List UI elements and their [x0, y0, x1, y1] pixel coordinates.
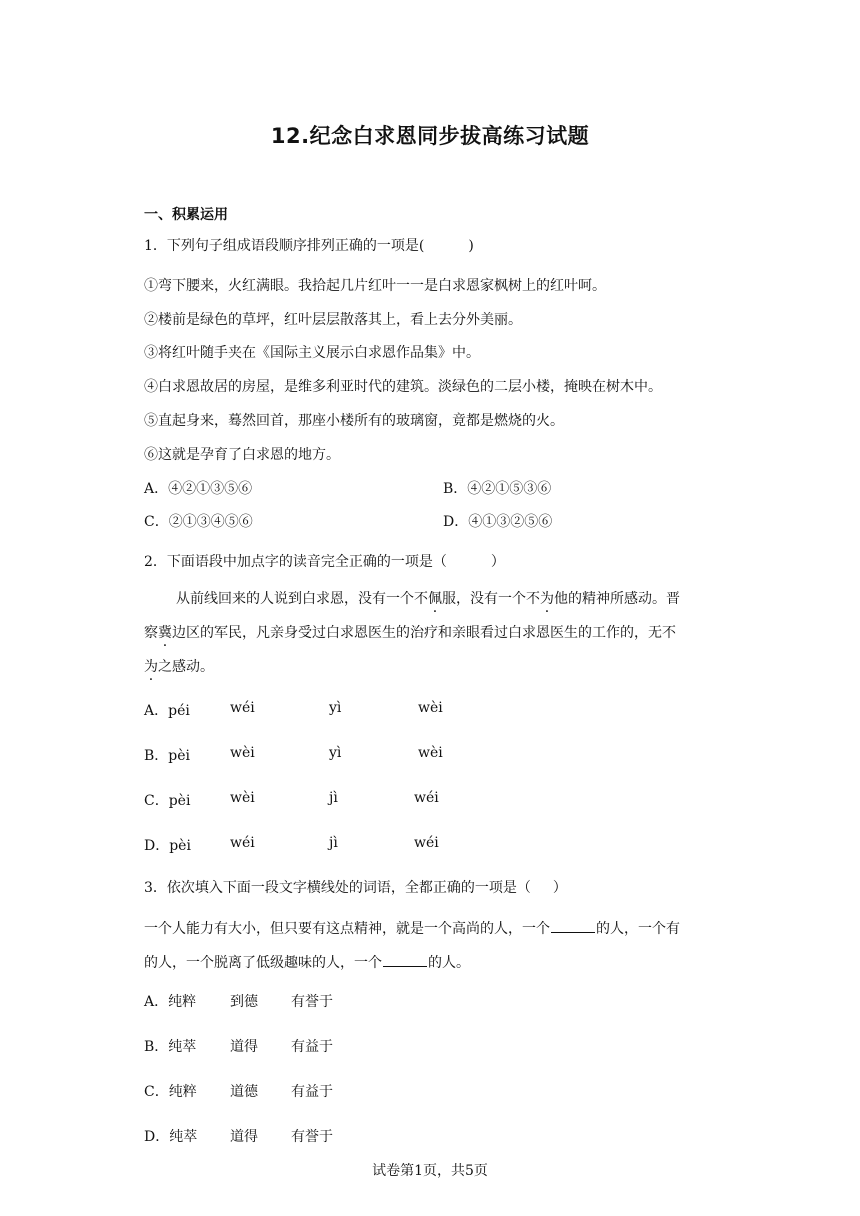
q1-item-4: ④白求恩故居的房屋，是维多利亚时代的建筑。淡绿色的二层小楼，掩映在树木中。: [144, 379, 662, 395]
option-label: D．pèi: [144, 838, 191, 854]
q3-passage-line-1: [144, 918, 680, 939]
q1-stem-text: 1．下列句子组成语段顺序排列正确的一项是(: [144, 238, 425, 254]
option-value: wèi: [418, 745, 443, 761]
option-value: 有益于: [291, 1039, 333, 1055]
q3-passage-text: 的人。: [428, 955, 470, 971]
q2-passage-text: 服，没有一个不: [442, 591, 540, 607]
option-value: 有益于: [291, 1084, 333, 1100]
option-label: C．纯粹: [144, 1084, 197, 1100]
option-value: jì: [329, 835, 338, 851]
q2-passage-line-2: [144, 622, 676, 642]
q3-option-a[interactable]: [0, 991, 860, 1011]
dotted-char: 佩: [428, 591, 442, 607]
q1-item-3: ③将红叶随手夹在《国际主义展示白求恩作品集》中。: [144, 345, 480, 361]
q2-option-c[interactable]: [0, 790, 860, 810]
option-value: jì: [329, 790, 338, 806]
q2-passage-text: 之感动。: [158, 659, 214, 675]
page-title: 12.纪念白求恩同步拔高练习试题: [270, 124, 590, 148]
q3-option-d[interactable]: [0, 1126, 860, 1146]
q3-passage-line-2: [144, 952, 470, 973]
q1-stem: [144, 236, 474, 256]
option-label: D．纯萃: [144, 1129, 198, 1145]
option-value: wèi: [230, 790, 255, 806]
option-label: A．纯粹: [144, 994, 197, 1010]
option-label: C．pèi: [144, 793, 191, 809]
q2-passage-line-1: [176, 588, 680, 608]
q1-option-b[interactable]: B．④②①⑤③⑥: [443, 481, 552, 497]
q3-passage-text: 的人，一个有: [596, 921, 680, 937]
q3-option-c[interactable]: [0, 1081, 860, 1101]
option-label: B．pèi: [144, 748, 191, 764]
fill-in-blank[interactable]: [383, 952, 427, 967]
q2-stem-text: 2．下面语段中加点字的读音完全正确的一项是（: [144, 554, 447, 570]
q2-option-d[interactable]: [0, 835, 860, 855]
q3-passage-text: 一个人能力有大小，但只要有这点精神，就是一个高尚的人，一个: [144, 921, 550, 937]
q1-option-a[interactable]: A．④②①③⑤⑥: [144, 481, 253, 497]
q2-passage-text: 边区的军民，凡亲身受过白求恩医生的治疗和亲眼看过白求恩医生的工作的，无不: [172, 625, 676, 641]
option-value: yì: [329, 700, 342, 716]
option-value: wéi: [230, 835, 255, 851]
option-value: 道德: [230, 1084, 258, 1100]
dotted-char: 为: [540, 591, 554, 607]
q1-option-c[interactable]: C．②①③④⑤⑥: [144, 514, 253, 530]
dotted-char: 冀: [158, 625, 172, 641]
q2-passage-text: 从前线回来的人说到白求恩，没有一个不: [176, 591, 428, 607]
q1-item-2: ②楼前是绿色的草坪，红叶层层散落其上，看上去分外美丽。: [144, 312, 522, 328]
option-value: 道得: [230, 1039, 258, 1055]
q3-option-b[interactable]: [0, 1036, 860, 1056]
option-value: 道得: [230, 1129, 258, 1145]
q1-option-d[interactable]: D．④①③②⑤⑥: [443, 514, 553, 530]
fill-in-blank[interactable]: [551, 918, 595, 933]
q1-item-6: ⑥这就是孕育了白求恩的地方。: [144, 447, 340, 463]
section-heading: 一、积累运用: [144, 207, 228, 223]
page-footer: 试卷第1页，共5页: [372, 1163, 488, 1179]
q1-stem-end: ): [468, 238, 474, 254]
option-value: yì: [329, 745, 342, 761]
q2-stem-end: ）: [490, 554, 505, 570]
option-value: 有誉于: [291, 994, 333, 1010]
option-value: 到德: [230, 994, 258, 1010]
q2-stem: [144, 552, 505, 572]
q2-passage-text: 察: [144, 625, 158, 641]
q3-passage-text: 的人，一个脱离了低级趣味的人，一个: [144, 955, 382, 971]
q1-item-5: ⑤直起身来，蓦然回首，那座小楼所有的玻璃窗，竟都是燃烧的火。: [144, 413, 564, 429]
option-label: A．péi: [144, 703, 190, 719]
q2-passage-line-3: [144, 656, 214, 676]
dotted-char: 为: [144, 659, 158, 675]
option-value: wèi: [418, 700, 443, 716]
q3-stem-text: 3．依次填入下面一段文字横线处的词语，全都正确的一项是（: [144, 880, 531, 896]
option-value: wéi: [230, 700, 255, 716]
option-label: B．纯萃: [144, 1039, 197, 1055]
option-value: wèi: [230, 745, 255, 761]
option-value: 有誉于: [291, 1129, 333, 1145]
option-value: wéi: [414, 790, 439, 806]
q2-passage-text: 他的精神所感动。晋: [554, 591, 680, 607]
q1-item-1: ①弯下腰来，火红满眼。我拾起几片红叶一一是白求恩家枫树上的红叶呵。: [144, 278, 606, 294]
q2-option-b[interactable]: [0, 745, 860, 765]
q3-stem: [144, 878, 567, 898]
q2-option-a[interactable]: [0, 700, 860, 720]
q3-stem-end: ）: [552, 880, 567, 896]
option-value: wéi: [414, 835, 439, 851]
